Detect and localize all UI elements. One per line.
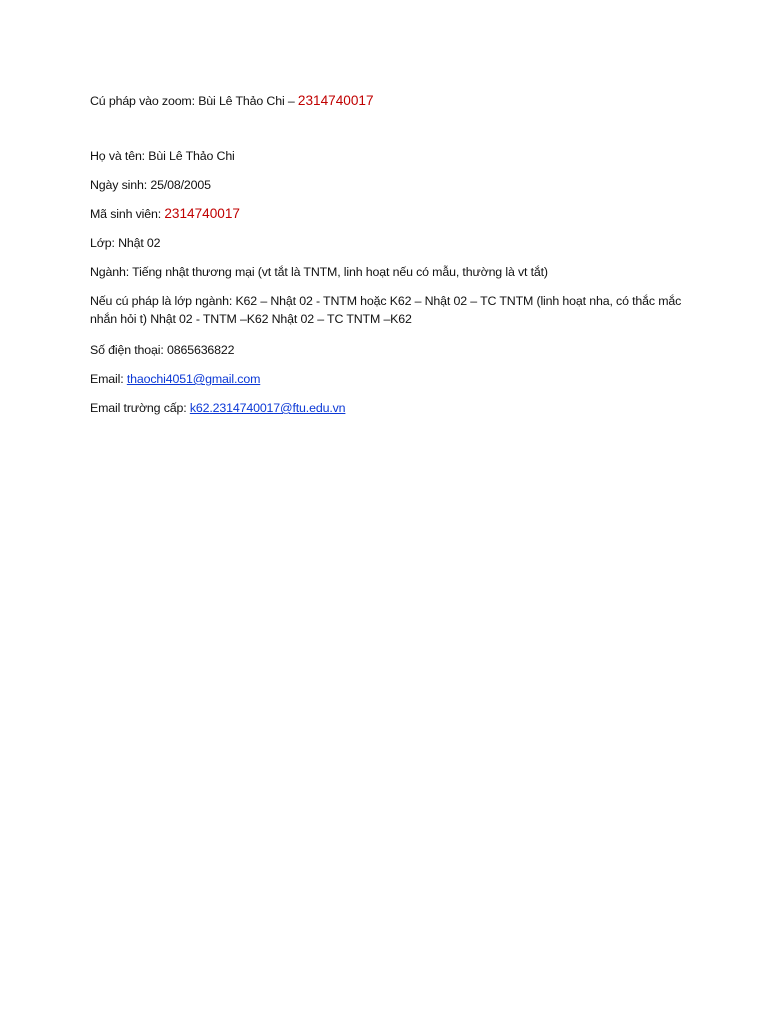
- birth-date-value: 25/08/2005: [150, 178, 211, 192]
- phone-label: Số điện thoại:: [90, 343, 164, 357]
- birth-date-line: [90, 176, 211, 194]
- zoom-syntax-id: 2314740017: [297, 93, 374, 108]
- full-name-line: [90, 147, 235, 165]
- major-label: Ngành:: [90, 265, 130, 279]
- birth-date-label: Ngày sinh:: [90, 178, 148, 192]
- zoom-syntax-label: Cú pháp vào zoom: Bùi Lê Thảo Chi –: [90, 94, 295, 108]
- email-line: [90, 370, 260, 388]
- class-value: Nhật 02: [118, 236, 161, 250]
- major-value: Tiếng nhật thương mại (vt tắt là TNTM, linh hoạt nếu có mẫu, thường là vt tắt): [132, 265, 548, 279]
- major-line: [90, 263, 548, 281]
- full-name-label: Họ và tên:: [90, 149, 145, 163]
- student-id-value: 2314740017: [164, 206, 240, 221]
- zoom-syntax-line: [90, 92, 374, 110]
- email-label: Email:: [90, 372, 124, 386]
- student-id-label: Mã sinh viên:: [90, 207, 162, 221]
- school-email-line: [90, 399, 345, 417]
- email-link[interactable]: thaochi4051@gmail.com: [126, 372, 261, 386]
- student-id-line: [90, 205, 240, 223]
- phone-line: [90, 341, 234, 359]
- class-label: Lớp:: [90, 236, 115, 250]
- school-email-link[interactable]: k62.2314740017@ftu.edu.vn: [189, 401, 346, 415]
- phone-value: 0865636822: [166, 343, 235, 357]
- class-line: [90, 234, 160, 252]
- major-syntax-paragraph: Nếu cú pháp là lớp ngành: K62 – Nhật 02 - TNTM hoặc K62 – Nhật 02 – TC TNTM (linh hoạt nha, có thắc mắc nhắn hỏi t) Nhật 02 - TNTM –K62 Nhật 02 – TC TNTM –K62: [90, 294, 682, 326]
- school-email-label: Email trường cấp:: [90, 401, 187, 415]
- full-name-value: Bùi Lê Thảo Chi: [148, 149, 235, 163]
